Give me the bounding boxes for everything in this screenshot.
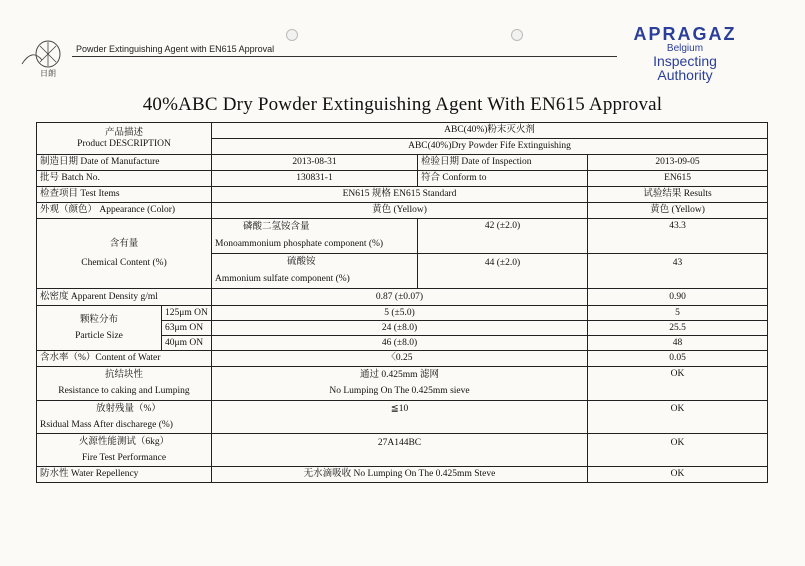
product-value-en: ABC(40%)Dry Powder Fife Extinguishing <box>212 139 768 155</box>
test-items-label: 检查项目 Test Items <box>37 187 212 203</box>
comp1-cn: 磷酸二氢铵含量 <box>243 222 310 232</box>
results-header: 试验结果 Results <box>588 187 768 203</box>
water-label: 含水率（%）Content of Water <box>37 351 212 367</box>
batch-label: 批号 Batch No. <box>37 171 212 187</box>
particle-standard-1: 5 (±5.0) <box>212 306 588 321</box>
table-row-lumping <box>37 367 768 401</box>
residual-label-en: Rsidual Mass After discharege (%) <box>40 419 173 430</box>
table-row-particle-1 <box>37 306 768 321</box>
stamp-country: Belgium <box>666 43 704 54</box>
comp2-cn: 硫酸铵 <box>287 257 316 267</box>
lumping-label-cn: 抗结块性 <box>104 370 143 380</box>
conform-label: 符合 Conform to <box>418 171 588 187</box>
product-value-cn: ABC(40%)粉末灭火剂 <box>212 123 768 139</box>
chemical-label-cell <box>37 219 212 289</box>
particle-result-3: 48 <box>588 336 768 351</box>
fire-standard: 27A144BC <box>212 434 588 467</box>
lumping-standard-en: No Lumping On The 0.425mm sieve <box>329 386 470 396</box>
comp2-cell <box>212 254 418 289</box>
company-logo <box>18 36 70 78</box>
residual-standard: ≦10 <box>212 401 588 434</box>
table-row-chemical-1 <box>37 219 768 254</box>
manufacture-label: 制造日期 Date of Manufacture <box>37 155 212 171</box>
density-result: 0.90 <box>588 289 768 306</box>
comp1-cell <box>212 219 418 254</box>
water-result: 0.05 <box>588 351 768 367</box>
table-row-appearance <box>37 203 768 219</box>
inspection-label: 检验日期 Date of Inspection <box>418 155 588 171</box>
particle-label-cn: 颗粒分布 <box>79 314 118 325</box>
particle-standard-3: 46 (±8.0) <box>212 336 588 351</box>
comp1-standard: 42 (±2.0) <box>418 219 588 254</box>
repellency-standard: 无水滴吸收 No Lumping On The 0.425mm Steve <box>212 467 588 483</box>
stamp-line-1: Inspecting <box>653 53 717 69</box>
inspection-stamp <box>625 24 745 82</box>
table-row-repellency <box>37 467 768 483</box>
table-row-fire <box>37 434 768 467</box>
lumping-standard-cell <box>212 367 588 401</box>
comp2-result: 43 <box>588 254 768 289</box>
logo-text: 日朗 <box>40 69 56 78</box>
specification-table <box>36 122 768 483</box>
chemical-label-cn: 含有量 <box>109 238 139 249</box>
header-divider <box>72 56 617 57</box>
fire-result: OK <box>588 434 768 467</box>
lumping-result: OK <box>588 367 768 401</box>
comp1-result: 43.3 <box>588 219 768 254</box>
residual-label-cell <box>37 401 212 434</box>
appearance-standard: 黄色 (Yellow) <box>212 203 588 219</box>
appearance-result: 黄色 (Yellow) <box>588 203 768 219</box>
product-label-cn: 产品描述 <box>104 127 143 138</box>
comp1-en: Monoammonium phosphate component (%) <box>215 239 384 249</box>
water-standard: 〈0.25 <box>212 351 588 367</box>
stamp-brand: APRAGAZ <box>633 24 737 44</box>
chemical-label-en: Chemical Content (%) <box>81 257 167 268</box>
residual-label-cn: 放射残量（%） <box>96 403 161 414</box>
standard-header: EN615 规格 EN615 Standard <box>212 187 588 203</box>
fire-label-cell <box>37 434 212 467</box>
particle-label-cell <box>37 306 162 351</box>
particle-size-1: 125μm ON <box>162 306 212 321</box>
repellency-result: OK <box>588 467 768 483</box>
appearance-label: 外观（颜色） Appearance (Color) <box>37 203 212 219</box>
density-label: 松密度 Apparent Density g/ml <box>37 289 212 306</box>
particle-size-2: 63μm ON <box>162 321 212 336</box>
residual-result: OK <box>588 401 768 434</box>
conform-value: EN615 <box>588 171 768 187</box>
manufacture-value: 2013-08-31 <box>212 155 418 171</box>
table-row-dates <box>37 155 768 171</box>
product-label-cell <box>37 123 212 155</box>
table-row-density <box>37 289 768 306</box>
lumping-standard-cn: 通过 0.425mm 滤网 <box>360 370 439 380</box>
particle-result-2: 25.5 <box>588 321 768 336</box>
punch-hole-right <box>511 29 523 41</box>
table-row-items-header <box>37 187 768 203</box>
particle-size-3: 40μm ON <box>162 336 212 351</box>
table-row-residual <box>37 401 768 434</box>
inspection-value: 2013-09-05 <box>588 155 768 171</box>
page-title: 40%ABC Dry Powder Extinguishing Agent With EN615 Approval <box>142 94 663 115</box>
repellency-label: 防水性 Water Repellency <box>37 467 212 483</box>
lumping-label-cell <box>37 367 212 401</box>
punch-hole-left <box>286 29 298 41</box>
fire-label-cn: 火源性能测试（6kg） <box>78 436 170 447</box>
fire-label-en: Fire Test Performance <box>81 452 167 463</box>
particle-standard-2: 24 (±8.0) <box>212 321 588 336</box>
lumping-label-en: Resistance to caking and Lumping <box>58 386 190 396</box>
comp2-en: Ammonium sulfate component (%) <box>215 274 350 284</box>
particle-result-1: 5 <box>588 306 768 321</box>
table-row-water <box>37 351 768 367</box>
stamp-line-2: Authority <box>657 67 713 83</box>
batch-value: 130831-1 <box>212 171 418 187</box>
table-row-batch <box>37 171 768 187</box>
header-tagline: Powder Extinguishing Agent with EN615 Approval <box>76 44 275 54</box>
comp2-standard: 44 (±2.0) <box>418 254 588 289</box>
density-standard: 0.87 (±0.07) <box>212 289 588 306</box>
particle-label-en: Particle Size <box>75 330 123 341</box>
table-row-product <box>37 123 768 139</box>
product-label-en: Product DESCRIPTION <box>77 138 171 149</box>
